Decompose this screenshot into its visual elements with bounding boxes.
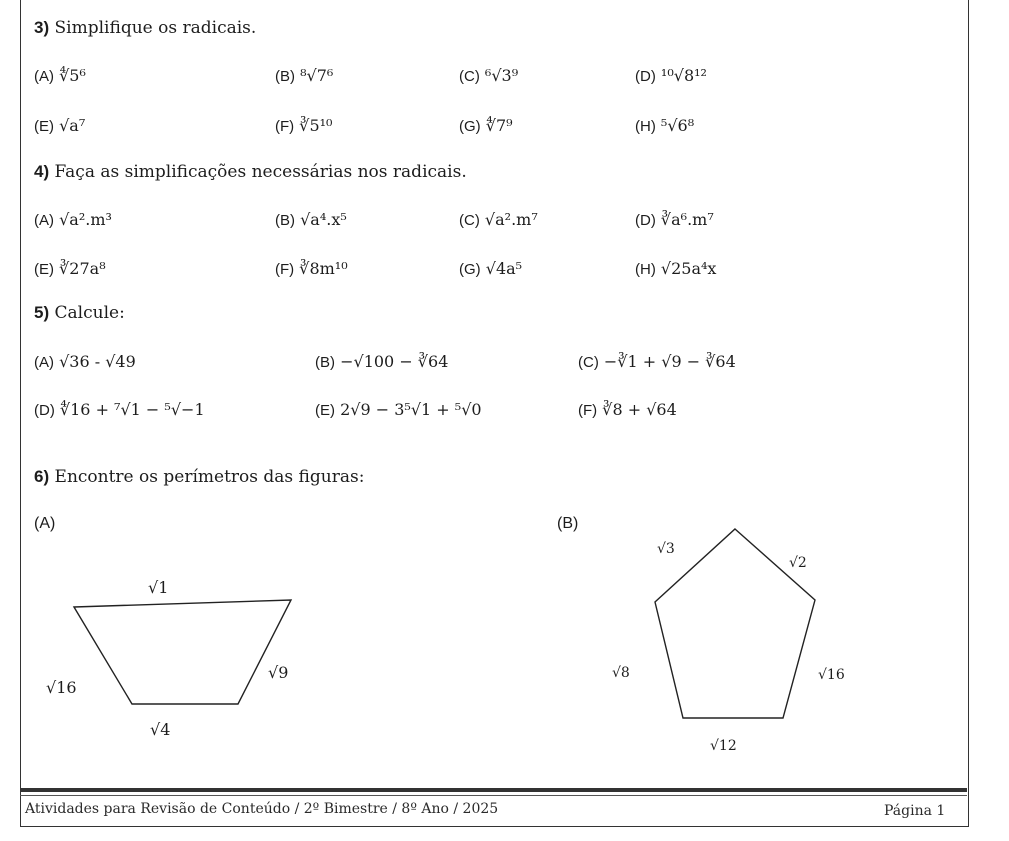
trapezoid-shape [74,600,291,704]
q3-item-f: (F) ∛5¹⁰ [275,116,333,135]
q3-item-e: (E) √a⁷ [34,116,86,135]
q3-item-a: (A) ∜5⁶ [34,66,86,85]
figure-b-right-side: √16 [818,667,845,683]
q5-item-e: (E) 2√9 − 3⁵√1 + ⁵√0 [315,400,482,419]
q3-item-d: (D) ¹⁰√8¹² [635,66,707,85]
figure-b-label: (B) [557,515,579,532]
q3-heading: 3) Simplifique os radicais. [34,18,257,38]
figure-a-label: (A) [34,515,56,532]
q4-item-c: (C) √a².m⁷ [459,210,538,229]
figure-b-bottom-side: √12 [710,738,737,754]
q4-item-g: (G) √4a⁵ [459,259,523,278]
q3-item-g: (G) ∜7⁹ [459,116,513,135]
footer-rule-thin [20,795,967,796]
q3-item-h: (H) ⁵√6⁸ [635,116,695,135]
q3-item-c: (C) ⁶√3⁹ [459,66,519,85]
q4-item-f: (F) ∛8m¹⁰ [275,259,348,278]
q4-item-e: (E) ∛27a⁸ [34,259,106,278]
q3-item-b: (B) ⁸√7⁶ [275,66,334,85]
q4-item-h: (H) √25a⁴x [635,259,717,278]
q5-heading: 5) Calcule: [34,303,125,323]
figure-b-left-side: √8 [612,665,630,681]
figure-b-top-left-side: √3 [657,541,675,557]
q5-item-f: (F) ∛8 + √64 [578,400,677,419]
footer-page-number: Página 1 [884,803,946,819]
q4-item-d: (D) ∛a⁶.m⁷ [635,210,714,229]
figure-b-top-right-side: √2 [789,555,807,571]
figure-a-bottom-side: √4 [150,720,171,739]
q5-item-b: (B) −√100 − ∛64 [315,352,449,371]
figure-a-left-side: √16 [46,678,77,697]
q4-item-a: (A) √a².m³ [34,210,112,229]
figure-a-top-side: √1 [148,578,169,597]
q5-item-c: (C) −∛1 + √9 − ∛64 [578,352,736,371]
q4-item-b: (B) √a⁴.x⁵ [275,210,347,229]
q5-item-d: (D) ∜16 + ⁷√1 − ⁵√−1 [34,400,205,419]
footer-rule-thick [20,788,967,792]
figure-a-right-side: √9 [268,663,289,682]
q6-heading: 6) Encontre os perímetros das figuras: [34,467,365,487]
footer-course-info: Atividades para Revisão de Conteúdo / 2º Bimestre / 8º Ano / 2025 [25,801,499,817]
q5-item-a: (A) √36 - √49 [34,352,136,371]
q4-heading: 4) Faça as simplificações necessárias nos radicais. [34,162,467,182]
